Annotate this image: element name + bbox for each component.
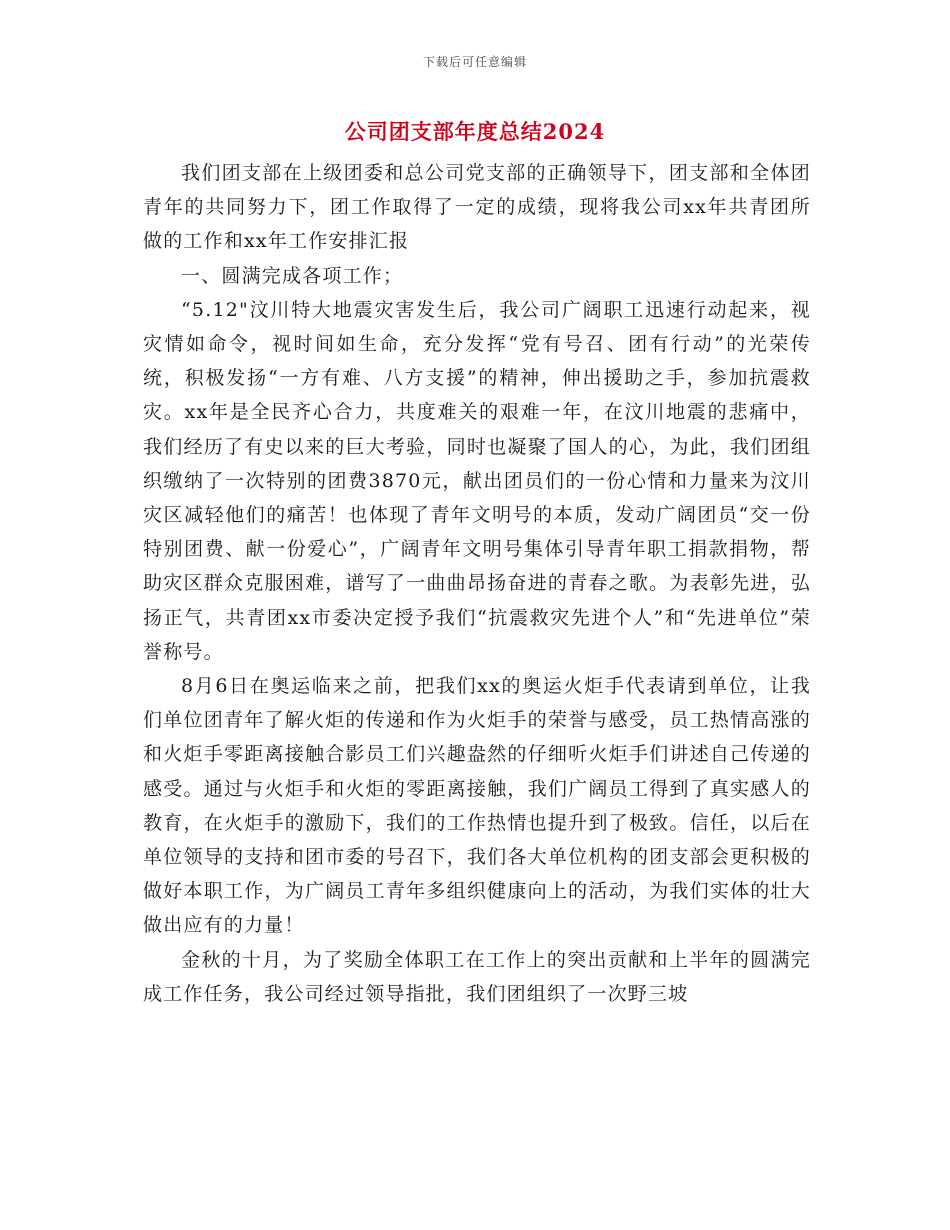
- paragraph-olympic-torch: 8月6日在奥运临来之前，把我们xx的奥运火炬手代表请到单位，让我们单位团青年了解火炬的传递和作为火炬手的荣誉与感受，员工热情高涨的和火炬手零距离接触合影员工们兴趣盎然的仔细听火炬手们讲述自己传递的感受。通过与火炬手和火炬的零距离接触，我们广阔员工得到了真实感人的教育，在火炬手的激励下，我们的工作热情也提升到了极致。信任，以后在单位领导的支持和团市委的号召下，我们各大单位机构的团支部会更积极的做好本职工作，为广阔员工青年多组织健康向上的活动，为我们实体的壮大做出应有的力量！: [143, 675, 811, 937]
- paragraph-autumn-trip: 金秋的十月，为了奖励全体职工在工作上的突出贡献和上半年的圆满完成工作任务，我公司经过领导指批，我们团组织了一次野三坡: [143, 948, 811, 1005]
- paragraph-section-heading: 一、圆满完成各项工作；: [181, 264, 404, 287]
- download-note: 下载后可任意编辑: [422, 55, 527, 69]
- paragraph-intro: 我们团支部在上级团委和总公司党支部的正确领导下，团支部和全体团青年的共同努力下，团工作取得了一定的成绩，现将我公司xx年共青团所做的工作和xx年工作安排汇报: [143, 162, 811, 253]
- document-title: 公司团支部年度总结2024: [344, 119, 606, 144]
- paragraph-earthquake-relief: “5.12"汶川特大地震灾害发生后，我公司广阔职工迅速行动起来，视灾情如命令，视时间如生命，充分发挥“党有号召、团有行动”的光荣传统，积极发扬“一方有难、八方支援”的精神，伸出援助之手，参加抗震救灾。xx年是全民齐心合力，共度难关的艰难一年，在汶川地震的悲痛中，我们经历了有史以来的巨大考验，同时也凝聚了国人的心，为此，我们团组织缴纳了一次特别的团费3870元，献出团员们的一份心情和力量来为汶川灾区减轻他们的痛苦！也体现了青年文明号的本质，发动广阔团员“交一份特别团费、献一份爱心”，广阔青年文明号集体引导青年职工捐款捐物，帮助灾区群众克服困难，谱写了一曲曲昂扬奋进的青春之歌。为表彰先进，弘扬正气，共青团xx市委决定授予我们“抗震救灾先进个人”和“先进单位”荣誉称号。: [143, 298, 811, 663]
- document-body: [143, 156, 811, 1011]
